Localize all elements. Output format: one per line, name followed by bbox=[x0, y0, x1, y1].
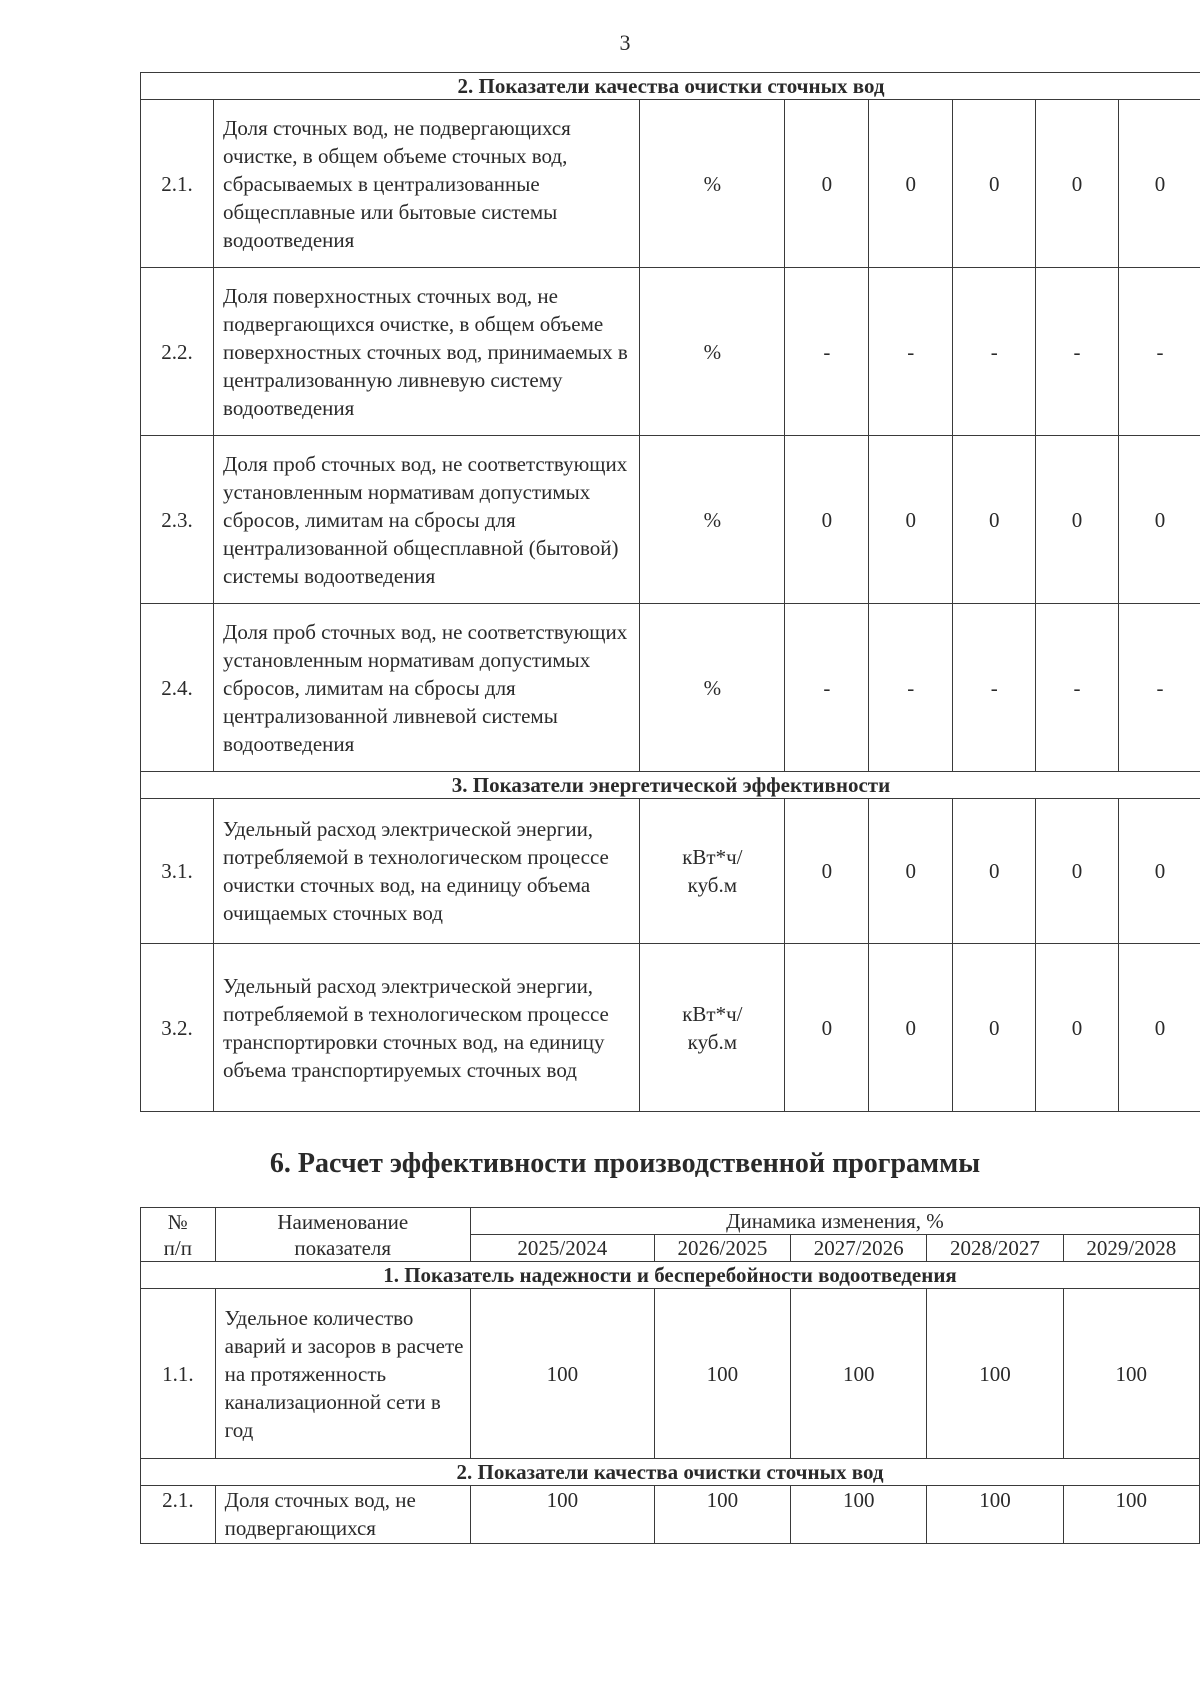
value-cell: 0 bbox=[785, 944, 869, 1112]
value-cell: - bbox=[1036, 604, 1119, 772]
header-year: 2025/2024 bbox=[470, 1235, 654, 1262]
section-title: 1. Показатель надежности и бесперебойности водоотведения bbox=[141, 1262, 1200, 1289]
unit-line: кВт*ч/ bbox=[682, 1001, 743, 1026]
header-num-line: № bbox=[167, 1209, 188, 1234]
table-row bbox=[141, 1486, 1200, 1544]
unit-line: куб.м bbox=[687, 1029, 738, 1054]
value-cell: - bbox=[785, 268, 869, 436]
value-cell: 100 bbox=[927, 1486, 1063, 1544]
header-name-line: Наименование bbox=[277, 1209, 409, 1234]
table-row bbox=[141, 268, 1200, 436]
value-cell: 0 bbox=[1118, 100, 1200, 268]
value-cell: 0 bbox=[953, 944, 1036, 1112]
value-cell: 100 bbox=[654, 1289, 790, 1459]
unit-cell bbox=[640, 799, 785, 944]
value-cell: 100 bbox=[1063, 1289, 1199, 1459]
value-cell: 0 bbox=[869, 799, 953, 944]
row-number: 2.1. bbox=[141, 1486, 216, 1544]
value-cell: 100 bbox=[1063, 1486, 1199, 1544]
row-number: 2.2. bbox=[141, 268, 214, 436]
indicator-name: Удельный расход электрической энергии, потребляемой в технологическом процессе транспортировки сточных вод, на единицу объема транспортируемых сточных вод bbox=[214, 944, 640, 1112]
unit-cell: % bbox=[640, 604, 785, 772]
value-cell: 100 bbox=[927, 1289, 1063, 1459]
indicator-name: Доля поверхностных сточных вод, не подвергающихся очистке, в общем объеме поверхностных сточных вод, принимаемых в централизованную ливневую систему водоотведения bbox=[214, 268, 640, 436]
unit-line: куб.м bbox=[687, 873, 738, 897]
indicators-table bbox=[140, 72, 1200, 1112]
row-number: 2.4. bbox=[141, 604, 214, 772]
value-cell: - bbox=[953, 268, 1036, 436]
value-cell: 0 bbox=[1036, 100, 1119, 268]
section-row bbox=[141, 1262, 1200, 1289]
value-cell: 0 bbox=[1036, 799, 1119, 944]
value-cell: 0 bbox=[1118, 944, 1200, 1112]
unit-cell: % bbox=[640, 100, 785, 268]
table-row bbox=[141, 1289, 1200, 1459]
value-cell: 0 bbox=[869, 944, 953, 1112]
value-cell: 0 bbox=[1036, 944, 1119, 1112]
value-cell: 0 bbox=[953, 799, 1036, 944]
header-name bbox=[215, 1208, 470, 1262]
header-row bbox=[141, 1208, 1200, 1235]
value-cell: 0 bbox=[869, 436, 953, 604]
table-row bbox=[141, 100, 1200, 268]
value-cell: 100 bbox=[654, 1486, 790, 1544]
value-cell: 100 bbox=[791, 1289, 927, 1459]
header-name-line: показателя bbox=[294, 1235, 392, 1260]
value-cell: 0 bbox=[1118, 436, 1200, 604]
value-cell: 0 bbox=[953, 100, 1036, 268]
value-cell: 0 bbox=[953, 436, 1036, 604]
value-cell: - bbox=[869, 604, 953, 772]
unit-cell: % bbox=[640, 268, 785, 436]
header-year: 2026/2025 bbox=[654, 1235, 790, 1262]
unit-line: кВт*ч/ bbox=[682, 845, 743, 869]
unit-cell: % bbox=[640, 436, 785, 604]
section-title: 2. Показатели качества очистки сточных вод bbox=[141, 1459, 1200, 1486]
indicator-name: Доля сточных вод, не подвергающихся bbox=[215, 1486, 470, 1544]
unit-cell bbox=[640, 944, 785, 1112]
table-row bbox=[141, 604, 1200, 772]
header-year: 2029/2028 bbox=[1063, 1235, 1199, 1262]
value-cell: 0 bbox=[869, 100, 953, 268]
indicator-name: Доля проб сточных вод, не соответствующих установленным нормативам допустимых сбросов, лимитам на сбросы для централизованной ливневой системы водоотведения bbox=[214, 604, 640, 772]
value-cell: - bbox=[869, 268, 953, 436]
header-year: 2027/2026 bbox=[791, 1235, 927, 1262]
value-cell: - bbox=[1118, 268, 1200, 436]
header-num-line: п/п bbox=[163, 1235, 192, 1260]
indicator-name: Удельный расход электрической энергии, потребляемой в технологическом процессе очистки сточных вод, на единицу объема очищаемых сточных вод bbox=[214, 799, 640, 944]
table-row bbox=[141, 799, 1200, 944]
value-cell: 0 bbox=[785, 799, 869, 944]
value-cell: 100 bbox=[470, 1486, 654, 1544]
row-number: 3.1. bbox=[141, 799, 214, 944]
value-cell: 100 bbox=[791, 1486, 927, 1544]
header-num bbox=[141, 1208, 216, 1262]
value-cell: 0 bbox=[1036, 436, 1119, 604]
row-number: 2.3. bbox=[141, 436, 214, 604]
efficiency-table bbox=[140, 1207, 1200, 1544]
header-dynamics: Динамика изменения, % bbox=[470, 1208, 1199, 1235]
value-cell: - bbox=[785, 604, 869, 772]
row-number: 2.1. bbox=[141, 100, 214, 268]
value-cell: - bbox=[1118, 604, 1200, 772]
table-row bbox=[141, 436, 1200, 604]
page-number: 3 bbox=[619, 30, 631, 55]
indicator-name: Доля сточных вод, не подвергающихся очистке, в общем объеме сточных вод, сбрасываемых в централизованные общесплавные или бытовые системы водоотведения bbox=[214, 100, 640, 268]
value-cell: 100 bbox=[470, 1289, 654, 1459]
section-title: 3. Показатели энергетической эффективности bbox=[141, 772, 1200, 799]
section-row bbox=[141, 73, 1200, 100]
row-number: 3.2. bbox=[141, 944, 214, 1112]
value-cell: - bbox=[1036, 268, 1119, 436]
table-row bbox=[141, 944, 1200, 1112]
section-heading: 6. Расчет эффективности производственной программы bbox=[269, 1148, 981, 1179]
indicator-name: Удельное количество аварий и засоров в расчете на протяженность канализационной сети в год bbox=[215, 1289, 470, 1459]
indicator-name: Доля проб сточных вод, не соответствующих установленным нормативам допустимых сбросов, лимитам на сбросы для централизованной общесплавной (бытовой) системы водоотведения bbox=[214, 436, 640, 604]
section-row bbox=[141, 1459, 1200, 1486]
row-number: 1.1. bbox=[141, 1289, 216, 1459]
section-title: 2. Показатели качества очистки сточных вод bbox=[141, 73, 1200, 100]
header-year: 2028/2027 bbox=[927, 1235, 1063, 1262]
value-cell: - bbox=[953, 604, 1036, 772]
value-cell: 0 bbox=[785, 436, 869, 604]
value-cell: 0 bbox=[785, 100, 869, 268]
value-cell: 0 bbox=[1118, 799, 1200, 944]
section-row bbox=[141, 772, 1200, 799]
